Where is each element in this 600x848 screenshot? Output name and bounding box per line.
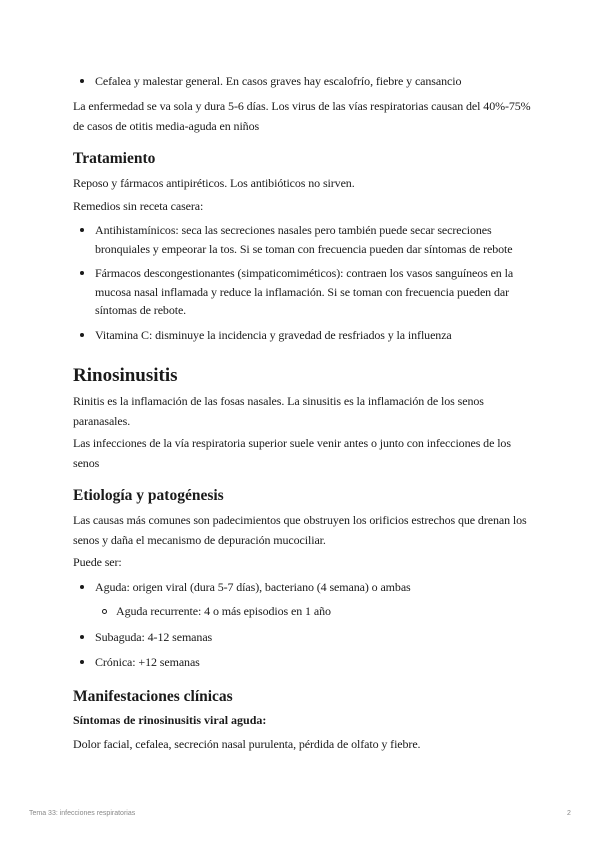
bullet-icon: [80, 660, 84, 664]
list-item: [73, 578, 533, 597]
list-item: [73, 72, 533, 91]
footer-title: Tema 33: infecciones respiratorias: [29, 810, 136, 817]
bullet-icon: [80, 228, 84, 232]
list-item: [73, 653, 533, 672]
bullet-icon: [80, 79, 84, 83]
rinosinusitis-paragraph-2: Las infecciones de la vía respiratoria superior suele venir antes o junto con infecciones de los senos: [73, 436, 511, 470]
intro-paragraph: La enfermedad se va sola y dura 5-6 días. Los virus de las vías respiratorias causan del 40%-75% de casos de otitis media-aguda en niños: [73, 99, 531, 133]
list-item-text: Fármacos descongestionantes (simpaticomiméticos): contraen los vasos sanguíneos en la mucosa nasal inflamada y reduce la inflamación. Si se toman con frecuencia pueden dar síntomas de rebote.: [95, 266, 514, 317]
tratamiento-paragraph-1: Reposo y fármacos antipiréticos. Los antibióticos no sirven.: [73, 176, 355, 190]
list-item-text: Vitamina C: disminuye la incidencia y gravedad de resfriados y la influenza: [95, 327, 452, 342]
list-item: [73, 326, 533, 345]
rinosinusitis-paragraph-1: Rinitis es la inflamación de las fosas nasales. La sinusitis es la inflamación de los senos paranasales.: [73, 394, 484, 428]
list-item-text: Antihistamínicos: seca las secreciones nasales pero también puede secar secreciones bronquiales y empeorar la tos. Si se toman con frecuencia pueden dar síntomas de rebote: [95, 223, 513, 256]
section-heading-tratamiento: Tratamiento: [73, 150, 156, 167]
tratamiento-paragraph-2: Remedios sin receta casera:: [73, 199, 204, 213]
intro-list: [73, 72, 533, 91]
etiologia-paragraph-1: Las causas más comunes son padecimientos que obstruyen los orificios estrechos que drenan los senos y daña el mecanismo de depuración mucociliar.: [73, 513, 527, 547]
list-item: [73, 628, 533, 647]
bullet-icon: [80, 585, 84, 589]
list-item: [73, 602, 533, 621]
list-item: [73, 264, 533, 320]
list-item-text: Crónica: +12 semanas: [95, 654, 200, 669]
section-heading-manifestaciones: Manifestaciones clínicas: [73, 688, 233, 705]
bullet-icon: [80, 635, 84, 639]
circle-bullet-icon: [102, 609, 107, 614]
etiologia-list: [73, 578, 533, 620]
bullet-icon: [80, 271, 84, 275]
etiologia-paragraph-2: Puede ser:: [73, 555, 122, 569]
manifestaciones-paragraph-1: Dolor facial, cefalea, secreción nasal purulenta, pérdida de olfato y fiebre.: [73, 737, 421, 751]
list-item-text: Cefalea y malestar general. En casos graves hay escalofrío, fiebre y cansancio: [95, 74, 462, 88]
page-number: 2: [567, 810, 571, 817]
etiologia-list-2: [73, 628, 533, 671]
subheading-sintomas: Síntomas de rinosinusitis viral aguda:: [73, 713, 267, 727]
bullet-icon: [80, 333, 84, 337]
section-heading-rinosinusitis: Rinosinusitis: [73, 365, 178, 386]
list-item-text: Aguda: origen viral (dura 5-7 días), bacteriano (4 semana) o ambas: [95, 580, 411, 594]
tratamiento-list: [73, 221, 533, 344]
section-heading-etiologia: Etiología y patogénesis: [73, 487, 224, 504]
list-item-text: Subaguda: 4-12 semanas: [95, 630, 213, 644]
list-item: [73, 221, 533, 258]
list-item-text: Aguda recurrente: 4 o más episodios en 1 año: [116, 603, 331, 618]
